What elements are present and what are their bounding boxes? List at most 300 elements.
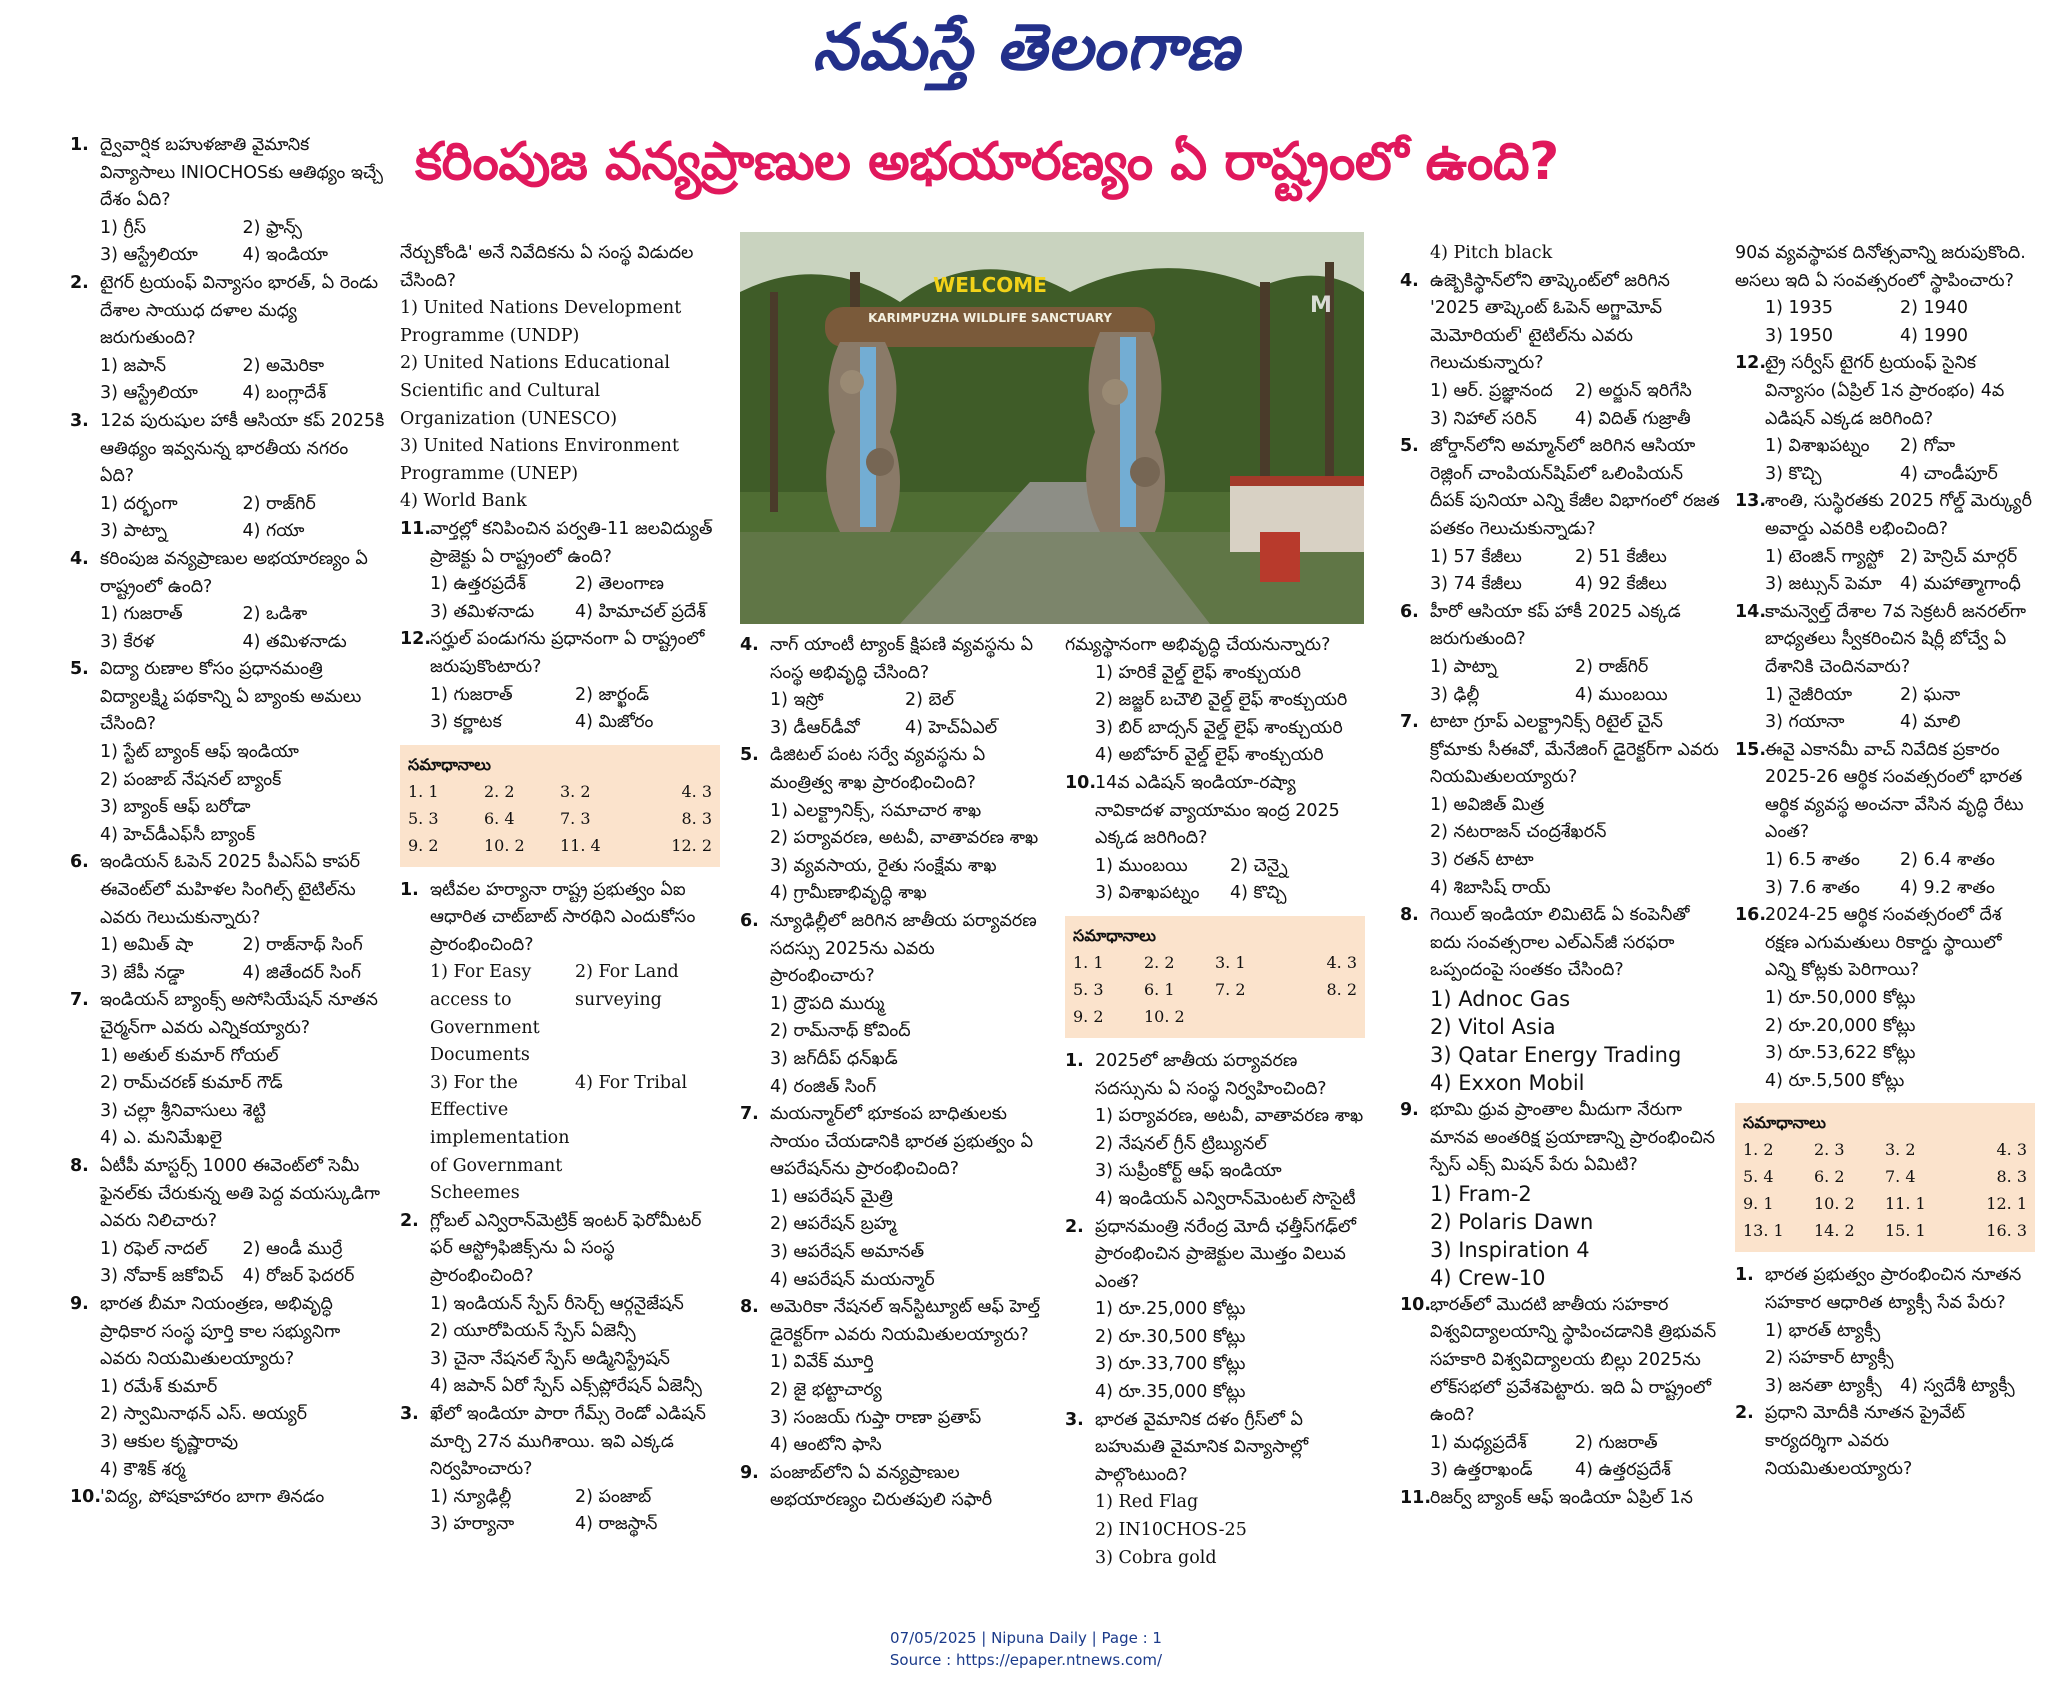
question-option: 3) జగ్‌దీప్ ధన్‌ఖడ్ — [770, 1048, 898, 1069]
answer-item: 6. 2 — [1814, 1167, 1845, 1187]
question-option: 3) నిహాల్ సరిన్ — [1430, 408, 1537, 429]
question-options — [400, 1484, 720, 1539]
question-options — [1735, 295, 2035, 350]
question-options — [1735, 847, 2035, 902]
column-3 — [740, 632, 1040, 1622]
option-row — [1430, 406, 1720, 434]
answer-item: 1. 2 — [1743, 1140, 1774, 1160]
column-2 — [400, 240, 720, 1620]
question-number: 1. — [70, 135, 89, 155]
option-row — [100, 1263, 385, 1291]
question-text: హీరో ఆసియా కప్ హాకీ 2025 ఎక్కడ జరుగుతుంది? — [1430, 601, 1681, 650]
question-options — [400, 571, 720, 626]
answer-item: 13. 1 — [1743, 1221, 1784, 1241]
question-number: 12. — [400, 629, 432, 650]
answers-title: సమాధానాలు — [408, 754, 491, 774]
question-text: కామన్వెల్త్ దేశాల 7వ సెక్రటరీ జనరల్‌గా బాధ్యతలు స్వీకరించిన షిర్లీ బోచ్వే ఏ దేశానికి చెందినవారు? — [1765, 601, 2026, 677]
question-option: 2) జార్ఖండ్ — [575, 684, 650, 705]
answer-item: 11. 4 — [560, 835, 601, 855]
question-text: భారత వైమానిక దళం గ్రీస్‌లో ఏ బహుమతి వైమానిక విన్యాసాల్లో పాల్గొంటుంది? — [1095, 1409, 1309, 1485]
question-item — [1065, 1214, 1365, 1407]
question-option: 1) మధ్యప్రదేశ్ — [1430, 1432, 1527, 1453]
question-option: 3) For the Effective implementation of Governmant Scheemes — [430, 1072, 570, 1204]
option-row — [430, 709, 720, 737]
question-option: 4) 9.2 శాతం — [1900, 877, 1995, 898]
option-row — [1765, 544, 2035, 572]
question-option: 1) Red Flag — [1095, 1492, 1199, 1513]
answer-item: 10. 2 — [484, 835, 525, 855]
answers-grid — [1743, 1136, 2027, 1244]
question-number: 6. — [1400, 601, 1419, 622]
question-options — [70, 491, 385, 546]
question-option: 1) నైజీరియా — [1765, 684, 1853, 705]
question-option: 2) రాజ్‌గిర్ — [1575, 656, 1649, 677]
question-item — [1400, 599, 1720, 709]
question-text: శాంతి, సుస్థిరతకు 2025 గోల్డ్ మెర్క్యురీ అవార్డు ఎవరికి లభించింది? — [1765, 491, 2032, 539]
answer-item: 3. 2 — [560, 781, 591, 801]
question-options — [1065, 1489, 1365, 1572]
answer-item: 6. 1 — [1144, 979, 1175, 999]
question-head — [70, 270, 385, 353]
continued-text: నేర్చుకోండి' అనే నివేదికను ఏ సంస్థ విడుదల చేసింది? — [400, 243, 694, 291]
question-item — [740, 1294, 1040, 1460]
answer-item: 6. 4 — [484, 808, 515, 828]
question-option: 3) రతన్ టాటా — [1430, 850, 1534, 871]
question-option: 4) Pitch black — [1430, 243, 1553, 263]
question-text: 14వ ఎడిషన్ ఇండియా-రష్యా నావికాదళ వ్యాయామం ఇంద్ర 2025 ఎక్కడ జరిగింది? — [1095, 772, 1340, 849]
question-item — [400, 877, 720, 1208]
question-option: 4) చాండీపూర్ — [1900, 463, 1998, 484]
column-4 — [1065, 632, 1365, 1622]
option-row — [1765, 461, 2035, 489]
question-option: 3) రూ.53,622 కోట్లు — [1765, 1043, 1916, 1064]
footer — [0, 1627, 2052, 1671]
question-option: 1) పాట్నా — [1430, 656, 1498, 677]
question-option: 3) సుప్రీంకోర్ట్ ఆఫ్ ఇండియా — [1095, 1161, 1282, 1182]
question-option: 4) హిమాచల్ ప్రదేశ్ — [575, 601, 706, 622]
answer-item: 14. 2 — [1814, 1221, 1855, 1241]
question-option: 3) చైనా నేషనల్ స్పేస్ అడ్మినిస్ట్రేషన్ — [430, 1348, 670, 1369]
question-item — [1400, 902, 1720, 1097]
question-options — [70, 601, 385, 656]
question-options — [740, 798, 1040, 908]
answers-title: సమాధానాలు — [1073, 925, 1156, 945]
question-option: 2) ఘనా — [1900, 684, 1961, 705]
question-option: 2) United Nations Educational Scientific and Cultural Organization (UNESCO) — [400, 353, 670, 429]
column-1 — [70, 132, 385, 1622]
question-option: 2) నటరాజన్ చంద్రశేఖరన్ — [1430, 822, 1607, 843]
question-option: 4) ఉత్తరప్రదేశ్ — [1575, 1460, 1671, 1481]
answer-item: 8. 3 — [1996, 1167, 2027, 1187]
question-number: 5. — [740, 745, 759, 766]
gate-sanctuary-text: KARIMPUZHA WILDLIFE SANCTUARY — [868, 311, 1112, 325]
question-options — [1400, 654, 1720, 709]
question-option: 4) ఆంటోని ఫాసి — [770, 1435, 882, 1456]
question-head — [1065, 1214, 1365, 1297]
question-options — [1735, 433, 2035, 488]
question-item — [1735, 1400, 2035, 1483]
question-option: 1) ఆపరేషన్ మైత్రి — [770, 1186, 893, 1207]
continued-text: గమ్యస్థానంగా అభివృద్ధి చేయనున్నారు? — [1065, 635, 1331, 655]
question-option: 1) ఇండియన్ స్పేస్ రీసెర్చ్ ఆర్గనైజేషన్ — [430, 1293, 684, 1314]
answer-item: 11. 1 — [1885, 1194, 1926, 1214]
question-number: 9. — [740, 1462, 759, 1483]
question-options — [70, 1374, 385, 1484]
option-row — [1765, 433, 2035, 461]
option-row — [430, 959, 720, 1069]
option-row — [1430, 654, 1720, 682]
question-number: 11. — [400, 518, 432, 539]
question-number: 9. — [1400, 1100, 1419, 1121]
question-option: 1) ఆర్. ప్రజ్ఞానంద — [1430, 380, 1553, 401]
question-option: 3) Inspiration 4 — [1430, 1237, 1590, 1262]
question-number: 7. — [70, 990, 89, 1011]
question-number: 3. — [70, 410, 89, 431]
question-option: 2) ఒడిశా — [242, 604, 308, 625]
question-options — [740, 687, 1040, 742]
question-head — [740, 908, 1040, 991]
question-option: 3) ఉత్తరాఖండ్ — [1430, 1460, 1533, 1481]
question-head — [1735, 902, 2035, 985]
question-item — [400, 626, 720, 736]
question-option: 1) 6.5 శాతం — [1765, 850, 1860, 871]
question-option: 3) తమిళనాడు — [430, 601, 535, 622]
question-text: ఇండియన్ బ్యాంక్స్ అసోసియేషన్ నూతన చైర్మన్‌గా ఎవరు ఎన్నికయ్యారు? — [100, 990, 378, 1038]
question-option: 4) ఎ. మనిమేఖలై — [100, 1128, 223, 1149]
option-row — [770, 687, 1040, 715]
question-head — [1735, 599, 2035, 682]
question-item — [740, 1101, 1040, 1294]
question-option: 1) గ్రీస్ — [100, 217, 147, 238]
question-head — [70, 1291, 385, 1374]
question-item — [400, 1401, 720, 1539]
question-option: 2) సహకార్ ట్యాక్సీ — [1765, 1348, 1894, 1369]
question-option: 2) రాజ్‌గిర్ — [242, 493, 316, 514]
question-option: 2) బెల్ — [905, 690, 955, 711]
question-options — [1400, 544, 1720, 599]
question-number: 2. — [70, 272, 89, 293]
question-item — [1400, 1097, 1720, 1292]
question-head — [1735, 488, 2035, 543]
question-number: 15. — [1735, 739, 1767, 760]
question-head — [1400, 1097, 1720, 1180]
answer-item: 7. 3 — [560, 808, 591, 828]
question-options — [1735, 544, 2035, 599]
question-options — [400, 682, 720, 737]
question-item — [70, 656, 385, 849]
question-item — [1400, 709, 1720, 902]
answer-item: 2. 2 — [1144, 952, 1175, 972]
question-item — [1735, 737, 2035, 903]
question-option: 4) హెచ్ఏఎల్ — [905, 717, 998, 738]
question-option: 3) కొచ్చి — [1765, 463, 1822, 484]
question-text: కరింపుజ వన్యప్రాణుల అభయారణ్యం ఏ రాష్ట్రంలో ఉంది? — [100, 548, 368, 597]
question-text: భారత్‌లో మొదటి జాతీయ సహకార విశ్వవిద్యాలయాన్ని స్థాపించడానికి త్రిభువన్ సహకారి విశ్వవిద్యాలయ బిల్లు 2025ను లోక్‌సభలో ప్రవేశపెట్టారు. ఇది ఏ రాష్ట్రంలో ఉంది? — [1430, 1294, 1717, 1426]
question-option: 3) నోవాక్ జకోవిచ్ — [100, 1266, 224, 1287]
question-item — [70, 270, 385, 408]
question-text: 2024-25 ఆర్థిక సంవత్సరంలో దేశ రక్షణ ఎగుమతులు రికార్డు స్థాయిలో ఎన్ని కోట్లకు పెరిగాయి? — [1765, 905, 2002, 981]
option-row — [100, 932, 385, 960]
question-option: 4) For Tribal — [575, 1072, 688, 1093]
question-option: 2) జై భట్టాచార్య — [770, 1380, 882, 1401]
footer-date-line: 07/05/2025 | Nipuna Daily | Page : 1 — [890, 1629, 1162, 1647]
answer-item: 9. 2 — [408, 835, 439, 855]
question-option: 4) జితేందర్ సింగ్ — [242, 962, 361, 983]
question-option: 4) గయా — [242, 521, 305, 542]
question-item — [70, 987, 385, 1153]
question-number: 12. — [1735, 353, 1767, 374]
headline: కరింపుజ వన్యప్రాణుల అభయారణ్యం ఏ రాష్ట్రంలో ఉంది? — [415, 132, 1559, 192]
question-head — [740, 742, 1040, 797]
question-option: 1) టెంజిన్ గ్యాస్టో — [1765, 546, 1884, 567]
question-options — [1065, 1103, 1365, 1213]
answer-item: 1. 1 — [408, 781, 439, 801]
question-option: 3) ఆపరేషన్ అమానత్ — [770, 1242, 925, 1263]
question-number: 8. — [70, 1155, 89, 1176]
question-option: 2) 6.4 శాతం — [1900, 850, 1995, 871]
question-option: 3) 74 కేజీలు — [1430, 574, 1522, 595]
question-number: 1. — [1735, 1265, 1754, 1286]
question-option: 3) 1950 — [1765, 325, 1834, 346]
option-row — [100, 518, 385, 546]
option-row — [1095, 853, 1365, 881]
question-options — [1400, 792, 1720, 902]
question-text: 'విద్య, పోషకాహారం బాగా తినడం — [100, 1487, 325, 1508]
question-option: 2) గోవా — [1900, 436, 1956, 457]
question-option: 3) ఆస్ట్రేలియా — [100, 383, 198, 404]
question-option: 3) వ్యవసాయ, రైతు సంక్షేమ శాఖ — [770, 855, 997, 876]
question-number: 3. — [1065, 1409, 1084, 1430]
question-text: ద్వైవార్షిక బహుళజాతి వైమానిక విన్యాసాలు INIOCHOSకు ఆతిథ్యం ఇచ్చే దేశం ఏది? — [100, 135, 384, 211]
question-option: 1) రూ.50,000 కోట్లు — [1765, 988, 1916, 1009]
question-text: గెయిల్ ఇండియా లిమిటెడ్ ఏ కంపెనీతో ఐదు సంవత్సరాల ఎల్ఎన్‌జీ సరఫరా ఒప్పందంపై సంతకం చేసింది? — [1430, 905, 1690, 981]
question-option: 2) 1940 — [1900, 298, 1969, 319]
question-option: 1) Fram-2 — [1430, 1181, 1532, 1206]
question-text: నాగ్ యాంటీ ట్యాంక్ క్షిపణి వ్యవస్థను ఏ సంస్థ అభివృద్ధి చేసింది? — [770, 635, 1034, 683]
continued-text: 90వ వ్యవస్థాపక దినోత్సవాన్ని జరుపుకొంది. అసలు ఇది ఏ సంవత్సరంలో స్థాపించారు? — [1735, 243, 2026, 291]
question-number: 13. — [1735, 491, 1767, 512]
question-option: 2) అమెరికా — [242, 355, 325, 376]
question-option: 4) గ్రామీణాభివృద్ధి శాఖ — [770, 883, 927, 904]
question-text: మయన్మార్‌లో భూకంప బాధితులకు సాయం చేయడానికి భారత ప్రభుత్వం ఏ ఆపరేషన్‌ను ప్రారంభించింది? — [770, 1104, 1034, 1180]
continued-options — [1400, 240, 1720, 268]
question-number: 3. — [400, 1403, 419, 1424]
option-row — [100, 960, 385, 988]
question-head — [400, 1208, 720, 1291]
option-row — [1430, 1430, 1720, 1458]
question-option: 1) హరికే వైల్డ్ లైఫ్ శాంక్చుయరి — [1095, 662, 1302, 683]
question-item — [1400, 268, 1720, 434]
question-text: వార్తల్లో కనిపించిన పర్వతి-11 జలవిద్యుత్ ప్రాజెక్టు ఏ రాష్ట్రంలో ఉంది? — [430, 518, 713, 567]
question-head — [1735, 737, 2035, 847]
question-option: 2) రామ్‌నాథ్ కోవింద్ — [770, 1021, 911, 1042]
question-option: 3) ఢిల్లీ — [1430, 684, 1480, 705]
question-option: 4) తమిళనాడు — [242, 631, 347, 652]
question-text: టైగర్ ట్రయంఫ్ విన్యాసం భారత్, ఏ రెండు దేశాల సాయుధ దళాల మధ్య జరుగుతుంది? — [100, 272, 379, 349]
question-options — [1400, 1430, 1720, 1485]
question-option: 1) జపాన్ — [100, 355, 167, 376]
answer-item: 2. 3 — [1814, 1140, 1845, 1160]
question-option: 3) కర్ణాటక — [430, 712, 502, 733]
continued-options — [1065, 660, 1365, 770]
question-option: 4) రాజస్థాన్ — [575, 1514, 658, 1535]
answer-item: 16. 3 — [1986, 1221, 2027, 1241]
question-text: 12వ పురుషుల హాకీ ఆసియా కప్ 2025కి ఆతిథ్యం ఇవ్వనున్న భారతీయ నగరం ఏది? — [100, 410, 385, 487]
option-row — [430, 571, 720, 599]
question-number: 6. — [70, 852, 89, 873]
question-option: 4) బంగ్లాదేశ్ — [242, 383, 327, 404]
question-head — [70, 132, 385, 215]
option-row — [430, 1070, 720, 1208]
question-text: ఈవై ఎకానమీ వాచ్ నివేదిక ప్రకారం 2025-26 ఆర్థిక సంవత్సరంలో భారత ఆర్థిక వ్యవస్థ అంచనా వేసిన వృద్ధి రేటు ఎంత? — [1765, 739, 2024, 843]
question-head — [1400, 1292, 1720, 1430]
question-option: 3) సంజయ్ గుప్తా రాణా ప్రతాప్ — [770, 1407, 982, 1428]
question-option: 3) కేరళ — [100, 631, 155, 652]
question-head — [70, 987, 385, 1042]
question-options — [1735, 682, 2035, 737]
question-head — [1400, 599, 1720, 654]
question-options — [1735, 985, 2035, 1095]
option-row — [430, 1511, 720, 1539]
question-head — [70, 1484, 385, 1512]
question-head — [740, 1294, 1040, 1349]
question-head — [1735, 350, 2035, 433]
option-row — [1765, 1318, 2035, 1346]
question-text: జోర్డాన్‌లోని అమ్మాన్‌లో జరిగిన ఆసియా రెజ్లింగ్ చాంపియన్‌షిప్‌లో ఒలింపియన్ దీపక్ పునియా ఎన్ని కేజీల విభాగంలో రజత పతకం గెలుచుకున్నాడు? — [1430, 436, 1720, 539]
question-options — [1735, 1318, 2035, 1401]
question-option: 4) అబోహర్ వైల్డ్ లైఫ్ శాంక్చుయరి — [1095, 745, 1324, 766]
question-option: 1) 57 కేజీలు — [1430, 546, 1522, 567]
question-option: 1) 1935 — [1765, 298, 1834, 319]
question-option: 4) రంజిత్ సింగ్ — [770, 1076, 877, 1097]
question-options — [1065, 1296, 1365, 1406]
question-option: 2) చెన్నై — [1230, 855, 1288, 876]
question-option: 4) 92 కేజీలు — [1575, 574, 1667, 595]
question-option: 2) గుజరాత్ — [1575, 1432, 1658, 1453]
answer-item: 12. 1 — [1986, 1194, 2027, 1214]
question-option: 1) పర్యావరణ, అటవీ, వాతావరణ శాఖ — [1095, 1106, 1364, 1127]
question-text: విద్యా రుణాల కోసం ప్రధానమంత్రి విద్యాలక్ష్మి పథకాన్ని ఏ బ్యాంకు అమలు చేసింది? — [100, 659, 362, 735]
question-text: అమెరికా నేషనల్ ఇన్‌స్టిట్యూట్ ఆఫ్ హెల్త్ డైరెక్టర్‌గా ఎవరు నియమితులయ్యారు? — [770, 1297, 1040, 1345]
answers-title: సమాధానాలు — [1743, 1113, 1826, 1133]
question-option: 1) గుజరాత్ — [430, 684, 513, 705]
question-option: 4) హెచ్‌డీఎఫ్‌సీ బ్యాంక్ — [100, 824, 255, 845]
question-option: 2) పంజాబ్ నేషనల్ బ్యాంక్ — [100, 769, 282, 790]
option-row — [1430, 378, 1720, 406]
question-option: 2) Vitol Asia — [1430, 1015, 1556, 1040]
question-head — [400, 877, 720, 960]
question-option: 1) రూ.25,000 కోట్లు — [1095, 1299, 1246, 1320]
question-options — [740, 1184, 1040, 1294]
question-option: 3) గయానా — [1765, 712, 1845, 733]
answers-grid — [1073, 949, 1357, 1030]
question-options — [1400, 378, 1720, 433]
question-option: 2) ఫ్రాన్స్ — [242, 217, 302, 238]
question-item — [1065, 1407, 1365, 1573]
question-option: 1) అవిజిత్ మిత్ర — [1430, 794, 1545, 815]
question-option: 3) 7.6 శాతం — [1765, 877, 1860, 898]
question-option: 3) రూ.33,700 కోట్లు — [1095, 1354, 1246, 1375]
question-option: 3) జేపీ నడ్డా — [100, 962, 185, 983]
option-row — [430, 599, 720, 627]
question-option: 4) రూ.5,500 కోట్లు — [1765, 1070, 1905, 1091]
question-head — [740, 1101, 1040, 1184]
question-option: 1) భారత్ ట్యాక్సీ — [1765, 1320, 1881, 1341]
option-row — [1765, 709, 2035, 737]
question-option: 2) హెన్రిచ్ మార్గర్ — [1900, 546, 2018, 567]
question-option: 1) ద్రౌపది ముర్ము — [770, 993, 885, 1014]
question-option: 3) చల్లా శ్రీనివాసులు శెట్టి — [100, 1100, 266, 1121]
question-option: 2) యూరోపియన్ స్పేస్ ఏజెన్సీ — [430, 1321, 636, 1342]
question-option: 4) కౌశిక్ శర్మ — [100, 1459, 186, 1480]
question-option: 1) ఇస్రో — [770, 690, 824, 711]
question-option: 4) మిజోరం — [575, 712, 654, 733]
question-options — [70, 215, 385, 270]
question-options — [400, 959, 720, 1207]
question-option: 4) కొచ్చి — [1230, 883, 1287, 904]
question-option: 3) బిర్ బాద్సన్ వైల్డ్ లైఫ్ శాంక్చుయరి — [1095, 717, 1343, 738]
question-option: 2) రాజ్‌నాథ్ సింగ్ — [242, 935, 363, 956]
question-option: 4) World Bank — [400, 491, 527, 512]
question-option: 4) మాలి — [1900, 712, 1961, 733]
question-option: 1) అతుల్ కుమార్ గోయల్ — [100, 1045, 279, 1066]
question-options — [740, 991, 1040, 1101]
question-number: 10. — [1065, 772, 1097, 793]
question-number: 14. — [1735, 601, 1767, 622]
option-row — [770, 715, 1040, 743]
question-option: 3) విశాఖపట్నం — [1095, 883, 1200, 904]
question-head — [70, 546, 385, 601]
question-option: 2) For Land surveying — [575, 962, 679, 1011]
answer-item: 3. 1 — [1215, 952, 1246, 972]
answer-item: 3. 2 — [1885, 1140, 1916, 1160]
question-item — [1400, 1292, 1720, 1485]
answers-box — [1065, 916, 1365, 1038]
question-head — [1400, 268, 1720, 378]
question-item — [70, 546, 385, 656]
option-row — [1765, 875, 2035, 903]
question-text: భూమి ధ్రువ ప్రాంతాల మీదుగా నేరుగా మానవ అంతరిక్ష ప్రయాణాన్ని ప్రారంభించిన స్పేస్ ఎక్స్ మిషన్ పేరు ఏమిటి? — [1430, 1100, 1716, 1176]
question-option: 1) వివేక్ మూర్తి — [770, 1352, 874, 1373]
question-option: 2) స్వామినాథన్ ఎస్. అయ్యర్ — [100, 1404, 308, 1425]
question-head — [1400, 902, 1720, 985]
question-item — [1400, 1485, 1720, 1513]
option-row — [1765, 682, 2035, 710]
question-number: 4. — [1400, 270, 1419, 291]
question-option: 1) రమేశ్ కుమార్ — [100, 1376, 218, 1397]
question-number: 5. — [70, 659, 89, 680]
question-item — [1735, 902, 2035, 1095]
question-text: ఏటీపీ మాస్టర్స్ 1000 ఈవెంట్‌లో సెమీ ఫైనల్‌కు చేరుకున్న అతి పెద్ద వయస్కుడిగా ఎవరు నిలిచారు? — [100, 1155, 381, 1232]
question-head — [1735, 1400, 2035, 1483]
option-row — [1430, 682, 1720, 710]
watermark-icon: M — [1310, 293, 1332, 318]
question-option: 4) రోజర్ ఫెదరర్ — [242, 1266, 355, 1287]
option-row — [1095, 880, 1365, 908]
option-row — [100, 242, 385, 270]
question-number: 7. — [1400, 712, 1419, 733]
question-option: 1) ముంబయి — [1095, 855, 1188, 876]
option-row — [1765, 571, 2035, 599]
question-option: 4) రూ.35,000 కోట్లు — [1095, 1382, 1246, 1403]
question-option: 4) Crew-10 — [1430, 1265, 1546, 1290]
question-options — [740, 1349, 1040, 1459]
question-option: 1) దర్భంగా — [100, 493, 178, 514]
option-row — [100, 215, 385, 243]
question-option: 3) జట్సున్ పెమా — [1765, 574, 1882, 595]
answers-grid — [408, 778, 712, 859]
question-item — [70, 1153, 385, 1291]
